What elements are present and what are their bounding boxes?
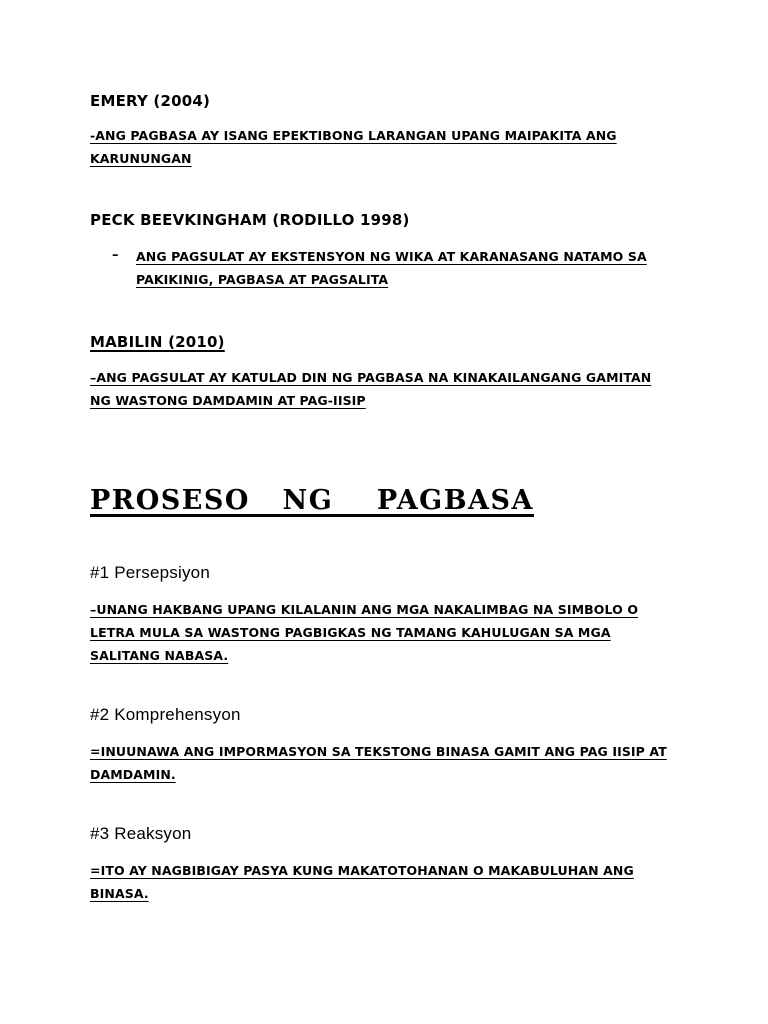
peck-bullet: – — [112, 248, 119, 263]
peck-heading: PECK BEEVKINGHAM (RODILLO 1998) — [90, 211, 410, 229]
emery-text: -ANG PAGBASA AY ISANG EPEKTIBONG LARANGAN UPANG MAIPAKITA ANG KARUNUNGAN — [90, 128, 617, 166]
page-title: PROSESO NG PAGBASA — [90, 485, 534, 516]
step-3-heading: #3 Reaksyon — [90, 824, 192, 843]
mabilin-heading: MABILIN (2010) — [90, 333, 225, 351]
emery-heading: EMERY (2004) — [90, 92, 211, 110]
step-1-heading: #1 Persepsiyon — [90, 563, 210, 582]
step-3-text: =ITO AY NAGBIBIGAY PASYA KUNG MAKATOTOHANAN O MAKABULUHAN ANG BINASA. — [90, 863, 634, 901]
step-2-text: =INUUNAWA ANG IMPORMASYON SA TEKSTONG BINASA GAMIT ANG PAG IISIP AT DAMDAMIN. — [90, 744, 667, 782]
peck-text: ANG PAGSULAT AY EKSTENSYON NG WIKA AT KARANASANG NATAMO SA PAKIKINIG, PAGBASA AT PAGSALITA — [136, 249, 647, 287]
step-2-heading: #2 Komprehensyon — [90, 705, 241, 724]
step-1-text: –UNANG HAKBANG UPANG KILALANIN ANG MGA NAKALIMBAG NA SIMBOLO O LETRA MULA SA WASTONG PAGBIGKAS NG TAMANG KAHULUGAN SA MGA SALITANG NABASA. — [90, 602, 639, 663]
mabilin-text: –ANG PAGSULAT AY KATULAD DIN NG PAGBASA NA KINAKAILANGANG GAMITAN NG WASTONG DAMDAMIN AT PAG-IISIP — [90, 370, 652, 408]
